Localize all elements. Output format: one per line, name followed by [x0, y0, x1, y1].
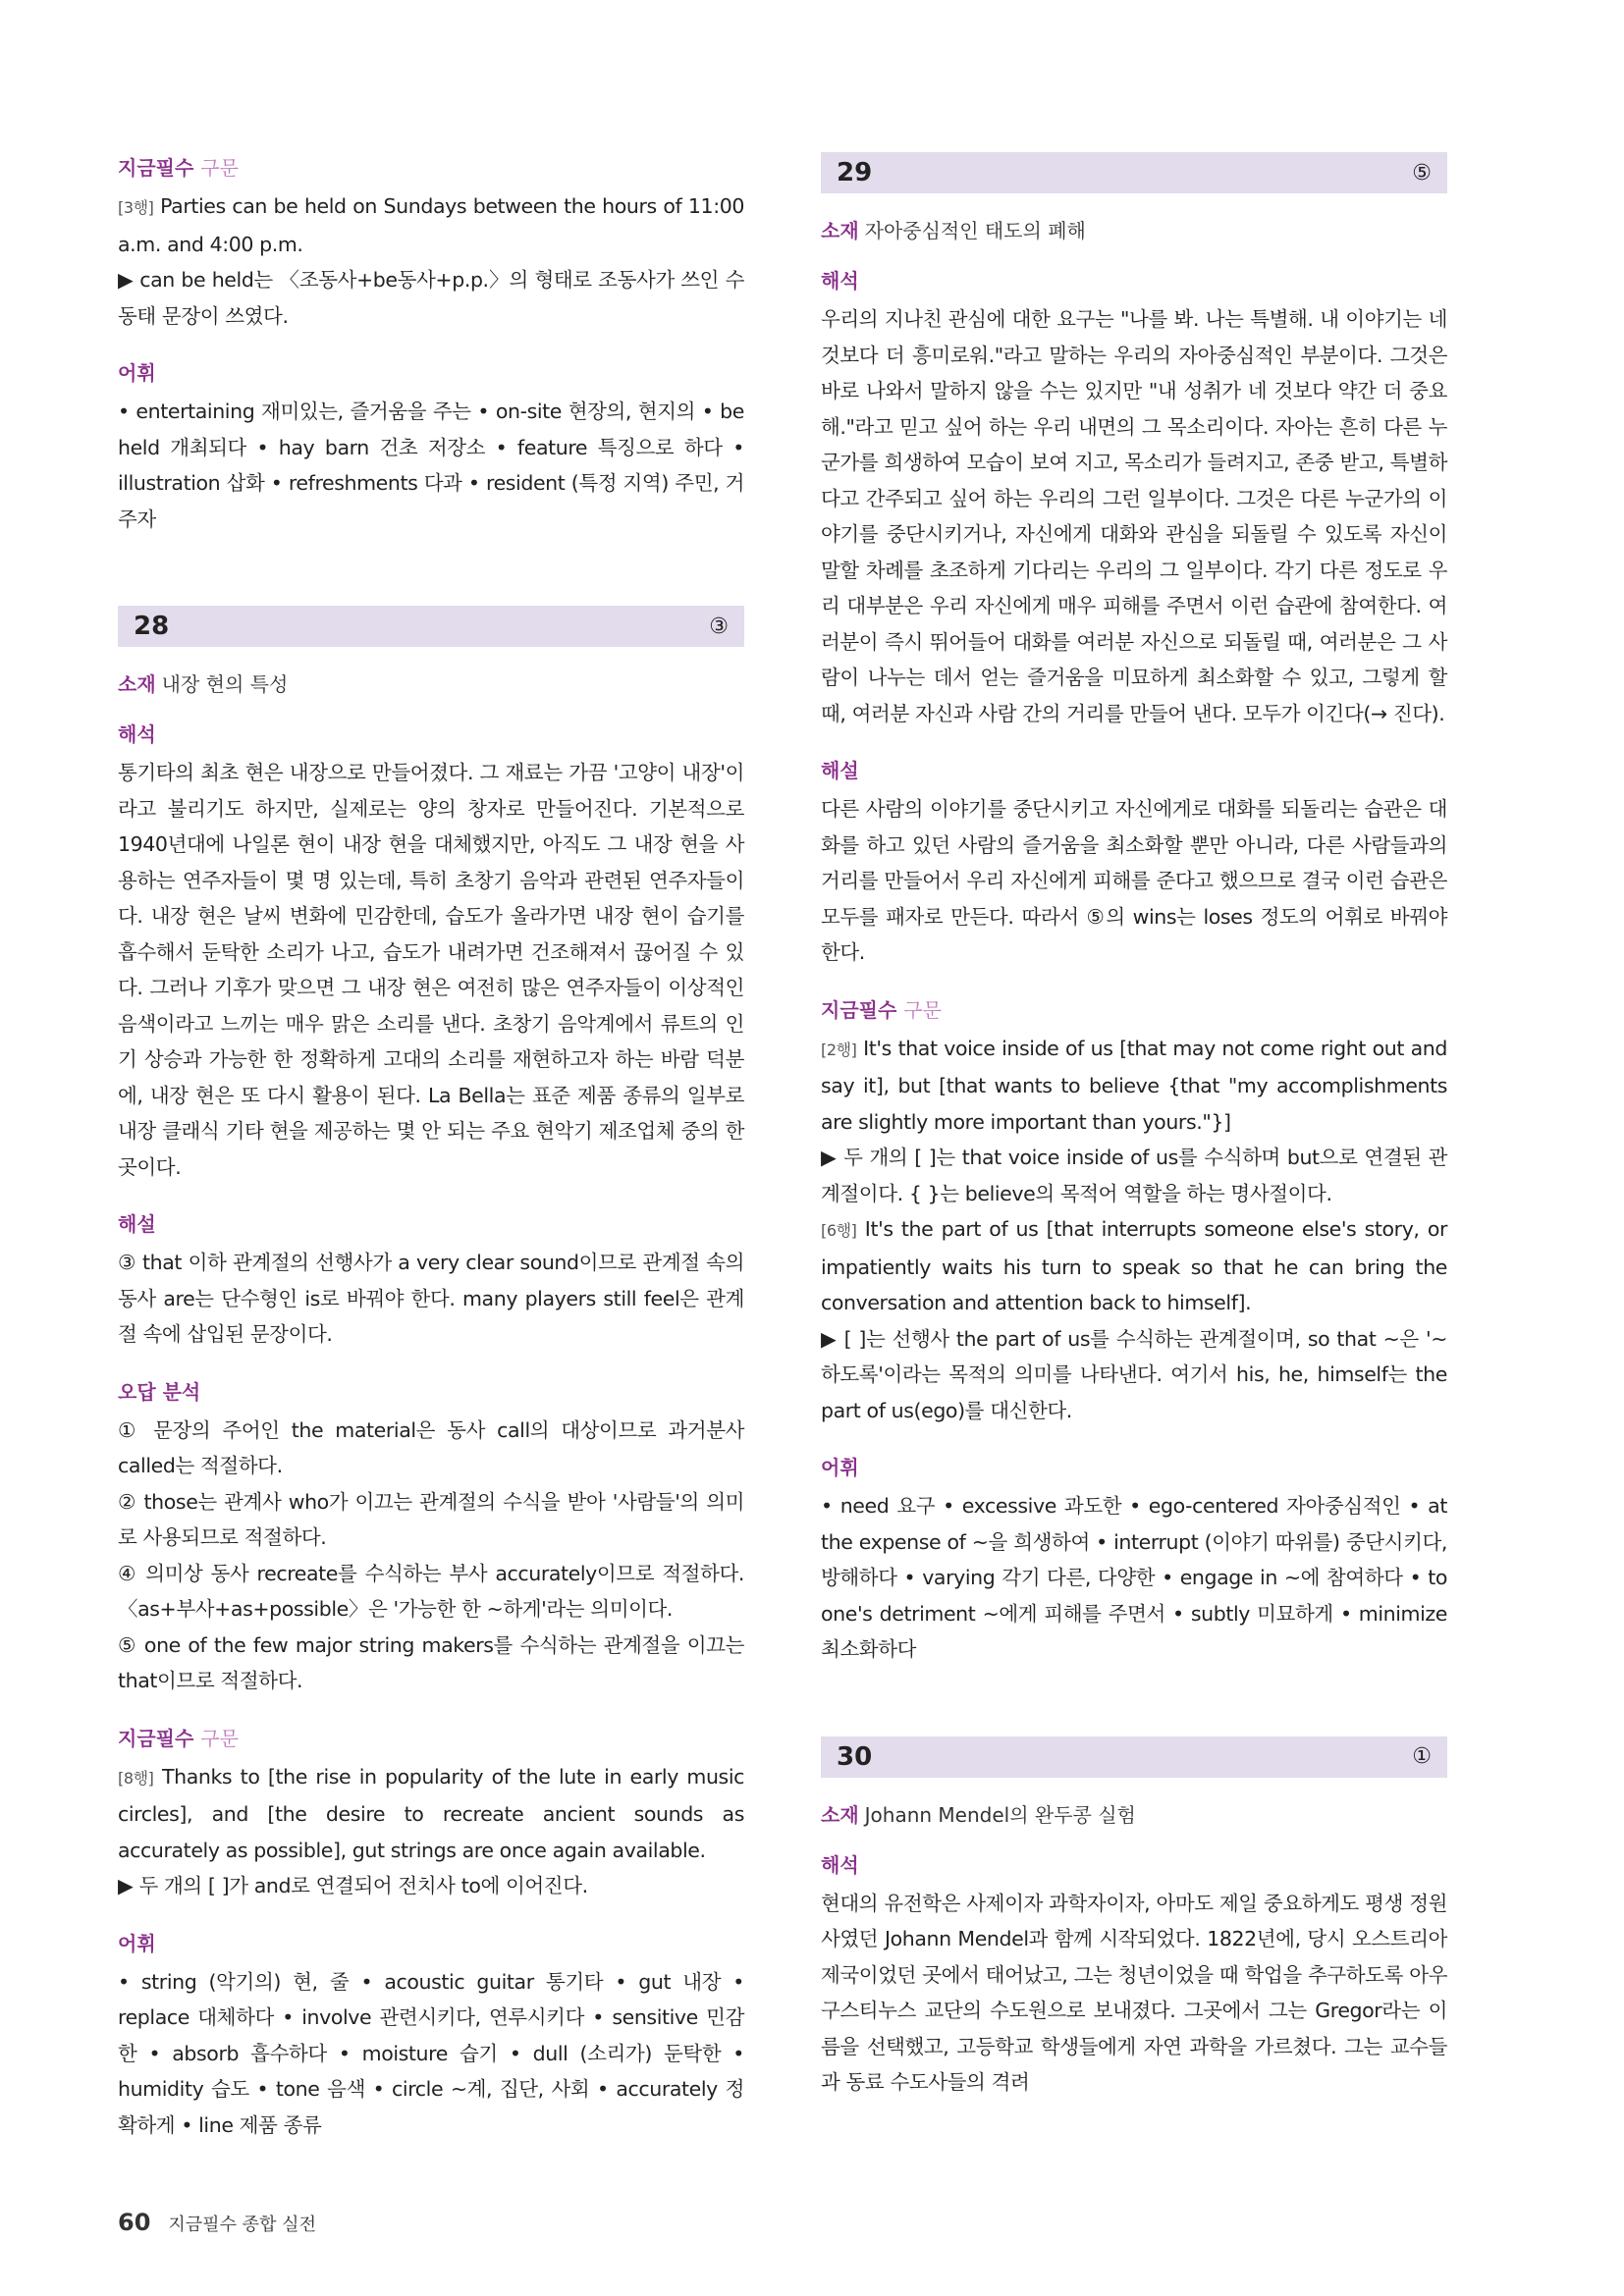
- key-syntax-sentence: [6행] It's the part of us [that interrupts someone else's story, or impatiently waits his turn to speak so that he can bring the conversation and attention back to himself].: [821, 1217, 1447, 1314]
- right-column: [821, 152, 1447, 2101]
- key-syntax-sentence: [2행] It's that voice inside of us [that may not come right out and say it], but [that wants to believe {that "my accomplishments are slightly more important than yours."}]: [821, 1036, 1447, 1134]
- explanation-text: 다른 사람의 이야기를 중단시키고 자신에게로 대화를 되돌리는 습관은 대화를 하고 있던 사람의 즐거움을 최소화할 뿐만 아니라, 다른 사람들과의 거리를 만들어서 우리 자신에게 피해를 준다고 했으므로 결국 이런 습관은 모두를 패자로 만든다. 따라서 ⑤의 wins는 loses 정도의 어휘로 바꿔야 한다.: [821, 797, 1447, 964]
- wrong-answer-item: ⑤ one of the few major string makers를 수식하는 관계절을 이끄는 that이므로 적절하다.: [118, 1632, 744, 1692]
- page-number: 60: [118, 2209, 151, 2236]
- vocab-label: 어휘: [118, 361, 156, 385]
- key-syntax-label: 지금필수 구문: [821, 997, 942, 1022]
- key-syntax-note: ▶ [ ]는 선행사 the part of us를 수식하는 관계절이며, so that ~은 '~하도록'이라는 목적의 의미를 나타낸다. 여기서 his, he, himself는 the part of us(ego)를 대신한다.: [821, 1326, 1447, 1422]
- page-footer: [118, 2209, 316, 2236]
- translation-label: 해석: [118, 722, 156, 746]
- wrong-answer-item: ④ 의미상 동사 recreate를 수식하는 부사 accurately이므로 적절하다. 〈as+부사+as+possible〉은 '가능한 한 ~하게'라는 의미이다.: [118, 1561, 744, 1621]
- wrong-answer-label: 오답 분석: [118, 1379, 201, 1404]
- topic-line: 소재 Johann Mendel의 완두콩 실험: [821, 1802, 1136, 1827]
- translation-text: 우리의 지나친 관심에 대한 요구는 "나를 봐. 나는 특별해. 내 이야기는 네 것보다 더 흥미로워."라고 말하는 우리의 자아중심적인 부분이다. 그것은 바로 나와서 말하지 않을 수는 있지만 "내 성취가 네 것보다 약간 더 중요해."라고 믿고 싶어 하는 우리 내면의 그 목소리이다. 자아는 흔히 다른 누군가를 희생하여 모습이 보여 지고, 목소리가 들려지고, 존중 받고, 특별하다고 간주되고 싶어 하는 우리의 그런 일부이다. 그것은 다른 누군가의 이야기를 중단시키거나, 자신에게 대화와 관심을 되돌릴 수 있도록 자신이 말할 차례를 초조하게 기다리는 우리의 그 일부이다. 각기 다른 정도로 우리 대부분은 우리 자신에게 매우 피해를 주면서 이런 습관에 참여한다. 여러분이 즉시 뛰어들어 대화를 여러분 자신으로 되돌릴 때, 여러분은 그 사람이 나누는 데서 얻는 즐거움을 미묘하게 최소화할 수 있고, 그렇게 할 때, 여러분 자신과 사람 간의 거리를 만들어 낸다. 모두가 이긴다(→ 진다).: [821, 307, 1447, 725]
- vocab-list: • need 요구 • excessive 과도한 • ego-centered 자아중심적인 • at the expense of ~을 희생하여 • interrupt (이야기 따위를) 중단시키다, 방해하다 • varying 각기 다른, 다양한 • engage in ~에 참여하다 • to one's detriment ~에게 피해를 주면서 • subtly 미묘하게 • minimize 최소화하다: [821, 1494, 1447, 1661]
- book-title: 지금필수 종합 실전: [168, 2215, 316, 2235]
- question-number: 28: [134, 612, 170, 641]
- key-syntax-sentence: [8행] Thanks to [the rise in popularity of the lute in early music circles], and [the desire to recreate ancient sounds as accurately as possible], gut strings are once again available.: [118, 1764, 744, 1862]
- key-syntax-note: ▶ 두 개의 [ ]가 and로 연결되어 전치사 to에 이어진다.: [118, 1874, 588, 1897]
- question-number: 29: [837, 158, 873, 187]
- answer-badge: ③: [709, 614, 729, 639]
- question-30-header: [821, 1736, 1447, 1778]
- question-28-header: [118, 606, 744, 647]
- translation-label: 해석: [821, 269, 859, 293]
- explanation-label: 해설: [118, 1212, 156, 1236]
- question-29-header: [821, 152, 1447, 193]
- translation-text: 통기타의 최초 현은 내장으로 만들어졌다. 그 재료는 가끔 '고양이 내장'이라고 불리기도 하지만, 실제로는 양의 창자로 만들어진다. 기본적으로 1940년대에 나일론 현이 내장 현을 대체했지만, 아직도 그 내장 현을 사용하는 연주자들이 몇 명 있는데, 특히 초창기 음악과 관련된 연주자들이다. 내장 현은 날씨 변화에 민감한데, 습도가 올라가면 내장 현이 습기를 흡수해서 둔탁한 소리가 나고, 습도가 내려가면 건조해져서 끊어질 수 있다. 그러나 기후가 맞으면 그 내장 현은 여전히 많은 연주자들이 이상적인 음색이라고 느끼는 매우 맑은 소리를 낸다. 초창기 음악계에서 류트의 인기 상승과 가능한 한 정확하게 고대의 소리를 재현하고자 하는 바람 덕분에, 내장 현은 또 다시 활용이 된다. La Bella는 표준 제품 종류의 일부로 내장 클래식 기타 현을 제공하는 몇 안 되는 주요 현악기 제조업체 중의 한 곳이다.: [118, 761, 744, 1179]
- explanation-label: 해설: [821, 759, 859, 782]
- key-syntax-sentence: [3행] Parties can be held on Sundays between the hours of 11:00 a.m. and 4:00 p.m.: [118, 194, 744, 256]
- topic-line: 소재 내장 현의 특성: [118, 672, 289, 696]
- vocab-list: • string (악기의) 현, 줄 • acoustic guitar 통기타 • gut 내장 • replace 대체하다 • involve 관련시키다, 연루시키다 • sensitive 민감한 • absorb 흡수하다 • moisture 습기 • dull (소리가) 둔탁한 • humidity 습도 • tone 음색 • circle ~계, 집단, 사회 • accurately 정확하게 • line 제품 종류: [118, 1969, 744, 2137]
- key-syntax-note: ▶ 두 개의 [ ]는 that voice inside of us를 수식하며 but으로 연결된 관계절이다. { }는 believe의 목적어 역할을 하는 명사절이다.: [821, 1146, 1447, 1205]
- vocab-list: • entertaining 재미있는, 즐거움을 주는 • on-site 현장의, 현지의 • be held 개최되다 • hay barn 건초 저장소 • feature 특징으로 하다 • illustration 삽화 • refreshments 다과 • resident (특정 지역) 주민, 거주자: [118, 400, 744, 531]
- key-syntax-label: 지금필수 구문: [118, 1726, 239, 1750]
- wrong-answer-item: ② those는 관계사 who가 이끄는 관계절의 수식을 받아 '사람들'의 의미로 사용되므로 적절하다.: [118, 1489, 744, 1549]
- vocab-label: 어휘: [821, 1456, 859, 1479]
- key-syntax-note: ▶ can be held는 〈조동사+be동사+p.p.〉의 형태로 조동사가 쓰인 수동태 문장이 쓰였다.: [118, 268, 744, 328]
- key-syntax-label: 지금필수 구문: [118, 156, 239, 180]
- vocab-label: 어휘: [118, 1931, 156, 1955]
- left-column: [118, 152, 744, 2143]
- question-number: 30: [837, 1741, 873, 1772]
- translation-label: 해석: [821, 1852, 859, 1877]
- answer-badge: ⑤: [1412, 160, 1432, 186]
- topic-line: 소재 자아중심적인 태도의 폐해: [821, 219, 1086, 242]
- translation-text: 현대의 유전학은 사제이자 과학자이자, 아마도 제일 중요하게도 평생 정원사였던 Johann Mendel과 함께 시작되었다. 1822년에, 당시 오스트리아 제국이었던 곳에서 태어났고, 그는 청년이었을 때 학업을 추구하도록 아우구스티누스 교단의 수도원으로 보내졌다. 그곳에서 그는 Gregor라는 이름을 선택했고, 고등학교 학생들에게 자연 과학을 가르쳤다. 그는 교수들과 동료 수도사들의 격려: [821, 1891, 1447, 2094]
- explanation-text: ③ that 이하 관계절의 선행사가 a very clear sound이므로 관계절 속의 동사 are는 단수형인 is로 바꿔야 한다. many players still feel은 관계절 속에 삽입된 문장이다.: [118, 1251, 744, 1346]
- answer-badge: ①: [1412, 1744, 1432, 1769]
- wrong-answer-item: ① 문장의 주어인 the material은 동사 call의 대상이므로 과거분사 called는 적절하다.: [118, 1417, 744, 1477]
